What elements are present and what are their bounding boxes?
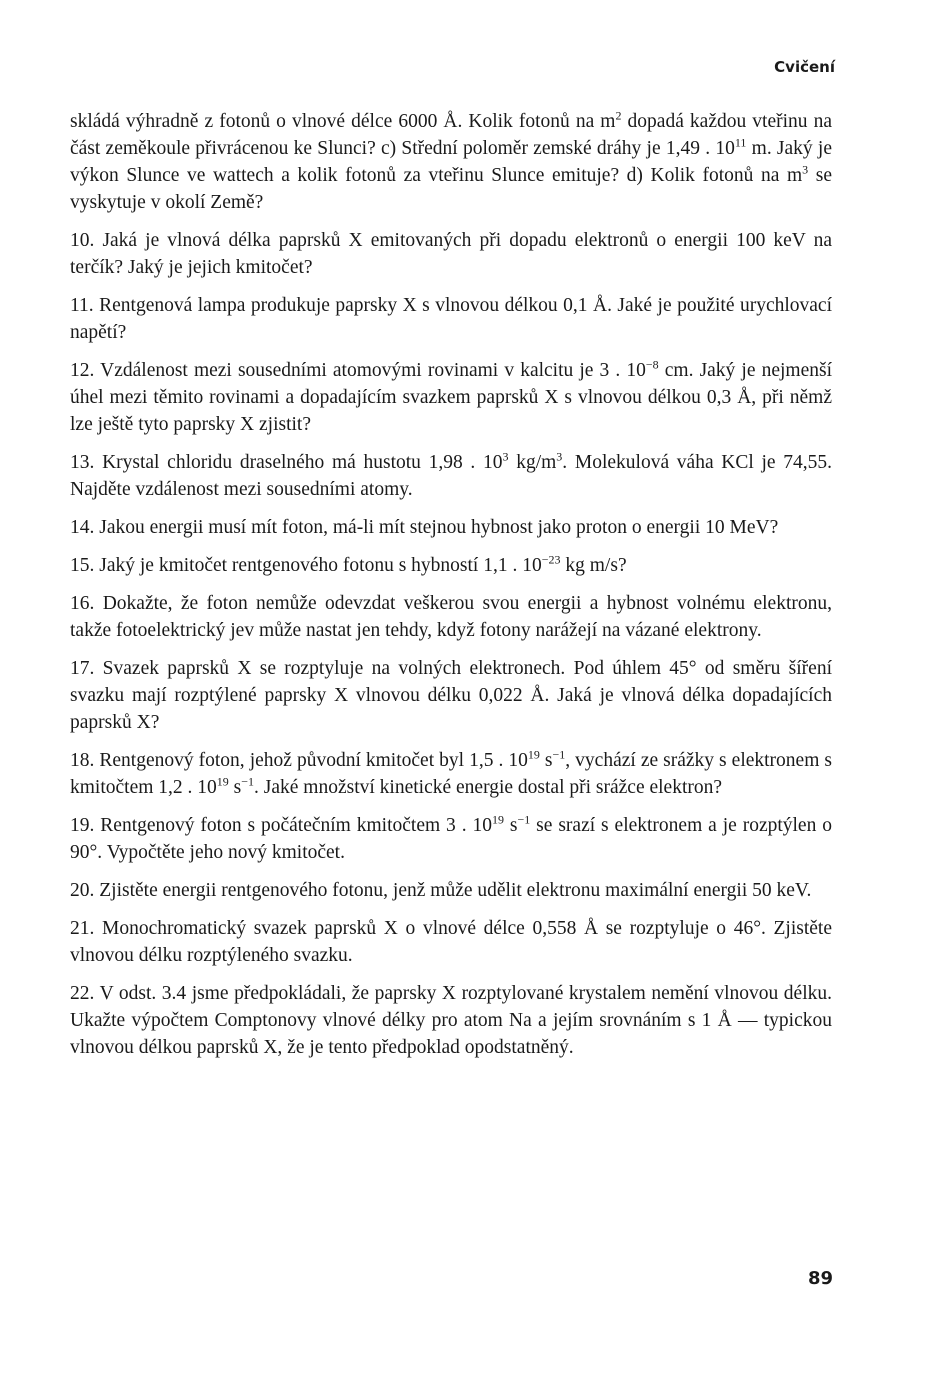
exercise-paragraph: 14. Jakou energii musí mít foton, má-li mít stejnou hybnost jako proton o energii 10 MeV? bbox=[70, 517, 779, 538]
exercise-paragraph: 13. Krystal chloridu draselného má hustotu 1,98 . $10^3$ $kg/m^3$. Molekulová váha KCl je 74,55. Najděte vzdálenost mezi sousedními atomy. bbox=[70, 449, 832, 500]
exercise-paragraph: skládá výhradně z fotonů o vlnové délce 6000 Å. Kolik fotonů na $m^2$ dopadá každou vteřinu na část zeměkoule přivrácenou ke Slunci? c) Střední poloměr zemské dráhy je 1,49 . $10^{11}$ m. Jaký je výkon Slunce ve wattech a kolik fotonů za vteřinu Slunce emituje? d) Kolik fotonů na $m^3$ se vyskytuje v okolí Země? bbox=[70, 108, 832, 213]
exercise-paragraph: 22. V odst. 3.4 jsme předpokládali, že paprsky X rozptylované krystalem nemění vlnovou délku. Ukažte výpočtem Comptonovy vlnové délky pro atom Na a jejím srovnáním s 1 Å — typickou vlnovou délkou paprsků X, že je tento předpoklad opodstatněný. bbox=[70, 983, 832, 1058]
superscript-exponent: −1 bbox=[552, 747, 566, 762]
superscript-exponent: −8 bbox=[645, 357, 659, 372]
superscript-exponent: 19 bbox=[216, 774, 229, 789]
superscript-exponent: 3 bbox=[802, 162, 809, 177]
superscript-exponent: 2 bbox=[615, 108, 622, 123]
running-head: Cvičení bbox=[774, 58, 835, 76]
superscript-exponent: 3 bbox=[556, 449, 563, 464]
exercise-paragraph: 15. Jaký je kmitočet rentgenového fotonu s hybností 1,1 . $10^{-23}$ kg m/s? bbox=[70, 552, 627, 576]
exercise-paragraph: 17. Svazek paprsků X se rozptyluje na volných elektronech. Pod úhlem 45° od směru šíření svazku mají rozptýlené paprsky X vlnovou délku 0,022 Å. Jaká je vlnová délka dopadajících paprsků X? bbox=[70, 658, 832, 733]
exercise-paragraph: 19. Rentgenový foton s počátečním kmitočtem 3 . $10^{19}$ $s^{-1}$ se srazí s elektronem a je rozptýlen o 90°. Vypočtěte jeho nový kmitočet. bbox=[70, 812, 832, 863]
page-number: 89 bbox=[807, 1268, 833, 1289]
superscript-exponent: 19 bbox=[492, 812, 504, 827]
exercise-paragraph: 20. Zjistěte energii rentgenového fotonu, jenž může udělit elektronu maximální energii 50 keV. bbox=[70, 880, 812, 901]
exercise-paragraph: 16. Dokažte, že foton nemůže odevzdat veškerou svou energii a hybnost volnému elektronu, takže fotoelektrický jev může nastat jen tehdy, když fotony narážejí na vázané elektrony. bbox=[70, 593, 832, 641]
superscript-exponent: 19 bbox=[527, 747, 540, 762]
superscript-exponent: −23 bbox=[541, 552, 561, 567]
exercise-paragraph: 10. Jaká je vlnová délka paprsků X emitovaných při dopadu elektronů o energii 100 keV na terčík? Jaký je jejich kmitočet? bbox=[70, 230, 832, 278]
superscript-exponent: 11 bbox=[734, 135, 747, 150]
exercise-paragraph: 18. Rentgenový foton, jehož původní kmitočet byl 1,5 . $10^{19}$ $s^{-1}$, vychází ze srážky s elektronem s kmitočtem 1,2 . $10^{19}$ $s^{-1}$. Jaké množství kinetické energie dostal při srážce elektron? bbox=[70, 747, 832, 798]
superscript-exponent: −1 bbox=[241, 774, 255, 789]
exercise-paragraph: 21. Monochromatický svazek paprsků X o vlnové délce 0,558 Å se rozptyluje o 46°. Zjistěte vlnovou délku rozptýleného svazku. bbox=[70, 918, 832, 966]
superscript-exponent: 3 bbox=[502, 449, 509, 464]
superscript-exponent: −1 bbox=[517, 812, 531, 827]
exercise-paragraph: 11. Rentgenová lampa produkuje paprsky X s vlnovou délkou 0,1 Å. Jaké je použité urychlovací napětí? bbox=[70, 295, 832, 343]
exercise-list bbox=[70, 108, 832, 1072]
exercise-paragraph: 12. Vzdálenost mezi sousedními atomovými rovinami v kalcitu je 3 . $10^{-8}$ cm. Jaký je nejmenší úhel mezi těmito rovinami a dopadajícím svazkem paprsků X s vlnovou délkou 0,3 Å, při němž lze ještě tyto paprsky X zjistit? bbox=[70, 357, 832, 435]
